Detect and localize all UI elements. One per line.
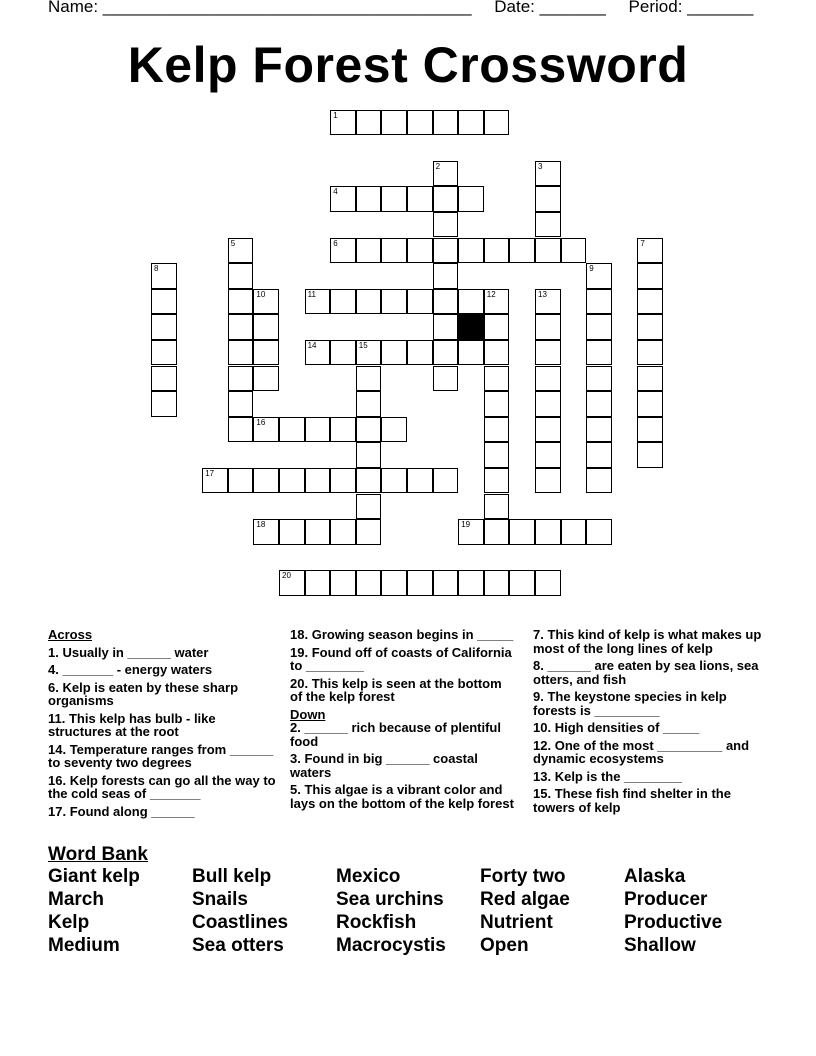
- crossword-cell[interactable]: [535, 186, 561, 212]
- crossword-cell[interactable]: [458, 340, 484, 366]
- crossword-cell[interactable]: [535, 289, 561, 315]
- clue-number: 4: [333, 187, 338, 197]
- crossword-cell[interactable]: [279, 468, 305, 494]
- clue-number: 2: [435, 161, 441, 171]
- crossword-cell[interactable]: [407, 468, 433, 494]
- crossword-cell[interactable]: [407, 110, 433, 136]
- clue-number: 8: [154, 264, 159, 274]
- word-bank-item: Open: [480, 935, 529, 956]
- word-bank-item: Nutrient: [480, 912, 553, 933]
- crossword-cell[interactable]: [381, 468, 407, 494]
- crossword-cell[interactable]: [330, 289, 356, 315]
- crossword-cell[interactable]: [228, 417, 254, 443]
- crossword-cell[interactable]: [535, 468, 561, 494]
- crossword-cell[interactable]: [637, 417, 663, 443]
- word-bank: [48, 866, 768, 957]
- crossword-cell[interactable]: [433, 314, 459, 340]
- crossword-cell[interactable]: [305, 289, 331, 315]
- crossword-cell[interactable]: [356, 519, 382, 545]
- crossword-cell[interactable]: [484, 570, 510, 596]
- crossword-cell[interactable]: [356, 494, 382, 520]
- clue-down: 8. ______ are eaten by sea lions, sea otters, and fish: [533, 658, 759, 687]
- word-bank-item: Kelp: [48, 912, 90, 933]
- crossword-cell[interactable]: [637, 314, 663, 340]
- crossword-cell[interactable]: [151, 340, 177, 366]
- crossword-cell[interactable]: [407, 570, 433, 596]
- clue-across: 11. This kelp has bulb - like structures at the root: [48, 710, 216, 739]
- crossword-cell[interactable]: [407, 289, 433, 315]
- crossword-cell[interactable]: [586, 519, 612, 545]
- crossword-cell[interactable]: [330, 238, 356, 264]
- crossword-cell[interactable]: [330, 340, 356, 366]
- crossword-cell[interactable]: [381, 238, 407, 264]
- crossword-cell[interactable]: [535, 391, 561, 417]
- clue-down: 12. One of the most _________ and dynamic ecosystems: [533, 737, 750, 766]
- crossword-cell[interactable]: [356, 289, 382, 315]
- crossword-cell[interactable]: [484, 110, 510, 136]
- word-bank-item: Macrocystis: [336, 935, 446, 956]
- crossword-cell[interactable]: [433, 161, 459, 187]
- crossword-cell[interactable]: [433, 212, 459, 238]
- crossword-cell[interactable]: [433, 468, 459, 494]
- crossword-cell[interactable]: [151, 314, 177, 340]
- clue-across: 4. _______ - energy waters: [48, 662, 213, 677]
- crossword-cell[interactable]: [484, 417, 510, 443]
- crossword-cell[interactable]: [228, 238, 254, 264]
- crossword-cell[interactable]: [356, 340, 382, 366]
- word-bank-item: Shallow: [624, 935, 696, 956]
- crossword-cell[interactable]: [151, 366, 177, 392]
- crossword-cell[interactable]: [381, 289, 407, 315]
- crossword-cell[interactable]: [535, 212, 561, 238]
- clues-column-2: [290, 628, 515, 814]
- crossword-cell[interactable]: [253, 366, 279, 392]
- crossword-cell[interactable]: [228, 366, 254, 392]
- word-bank-item: Giant kelp: [48, 866, 140, 887]
- crossword-cell[interactable]: [484, 468, 510, 494]
- crossword-cell[interactable]: [433, 340, 459, 366]
- crossword-cell[interactable]: [433, 263, 459, 289]
- crossword-cell[interactable]: [253, 289, 279, 315]
- crossword-cell[interactable]: [381, 110, 407, 136]
- crossword-cell[interactable]: [484, 366, 510, 392]
- clue-across: 6. Kelp is eaten by these sharp organisms: [48, 679, 239, 708]
- crossword-cell[interactable]: [228, 289, 254, 315]
- crossword-cell[interactable]: [561, 238, 587, 264]
- crossword-cell[interactable]: [586, 263, 612, 289]
- name-field[interactable]: Name: _______________________________________: [48, 0, 472, 16]
- clue-number: 18: [256, 520, 266, 530]
- crossword-cell[interactable]: [356, 186, 382, 212]
- crossword-cell[interactable]: [330, 519, 356, 545]
- crossword-cell[interactable]: [637, 289, 663, 315]
- crossword-cell[interactable]: [586, 314, 612, 340]
- clue-number: 5: [230, 238, 236, 248]
- clue-number: 15: [358, 340, 368, 350]
- clue-number: 13: [538, 289, 547, 299]
- crossword-cell[interactable]: [484, 494, 510, 520]
- crossword-cell[interactable]: [228, 468, 254, 494]
- crossword-cell[interactable]: [458, 519, 484, 545]
- crossword-cell[interactable]: [586, 340, 612, 366]
- crossword-cell[interactable]: [356, 468, 382, 494]
- clues-column-3: [533, 628, 763, 818]
- down-heading: Down: [290, 706, 326, 722]
- word-bank-item: Forty two: [480, 866, 566, 887]
- crossword-cell[interactable]: [381, 417, 407, 443]
- clue-down: 13. Kelp is the ________: [533, 768, 682, 784]
- clue-number: 10: [256, 289, 266, 299]
- word-bank-item: Medium: [48, 935, 120, 956]
- crossword-cell[interactable]: [433, 366, 459, 392]
- clue-down: 15. These fish find shelter in the towers of kelp: [533, 786, 731, 815]
- crossword-cell[interactable]: [305, 519, 331, 545]
- crossword-cell[interactable]: [253, 468, 279, 494]
- crossword-cell[interactable]: [381, 570, 407, 596]
- crossword-cell[interactable]: [202, 468, 228, 494]
- clue-down: 3. Found in big ______ coastal waters: [290, 751, 478, 780]
- crossword-cell[interactable]: [535, 340, 561, 366]
- crossword-cell[interactable]: [253, 314, 279, 340]
- clue-number: 14: [307, 340, 317, 350]
- crossword-cell[interactable]: [561, 519, 587, 545]
- clue-number: 17: [205, 468, 215, 478]
- crossword-cell[interactable]: [535, 417, 561, 443]
- crossword-cell[interactable]: [433, 289, 459, 315]
- crossword-cell[interactable]: [356, 570, 382, 596]
- crossword-cell[interactable]: [151, 263, 177, 289]
- crossword-cell[interactable]: [458, 186, 484, 212]
- word-bank-item: Snails: [192, 889, 248, 910]
- crossword-cell[interactable]: [535, 442, 561, 468]
- crossword-cell[interactable]: [253, 417, 279, 443]
- black-square: [458, 314, 484, 340]
- clues-column-1: [48, 628, 278, 822]
- crossword-cell[interactable]: [279, 417, 305, 443]
- crossword-cell[interactable]: [305, 340, 331, 366]
- crossword-cell[interactable]: [253, 340, 279, 366]
- crossword-cell[interactable]: [279, 570, 305, 596]
- crossword-cell[interactable]: [458, 110, 484, 136]
- word-bank-title: Word Bank: [48, 844, 148, 865]
- word-bank-item: Bull kelp: [192, 866, 272, 887]
- crossword-cell[interactable]: [356, 110, 382, 136]
- crossword-cell[interactable]: [151, 289, 177, 315]
- clue-across: 17. Found along ______: [48, 803, 195, 819]
- crossword-cell[interactable]: [535, 570, 561, 596]
- crossword-cell[interactable]: [228, 263, 254, 289]
- crossword-cell[interactable]: [407, 186, 433, 212]
- crossword-cell[interactable]: [535, 519, 561, 545]
- crossword-cell[interactable]: [484, 238, 510, 264]
- crossword-cell[interactable]: [356, 238, 382, 264]
- crossword-cell[interactable]: [381, 186, 407, 212]
- crossword-cell[interactable]: [535, 238, 561, 264]
- crossword-cell[interactable]: [586, 391, 612, 417]
- clue-number: 20: [282, 571, 291, 581]
- crossword-cell[interactable]: [330, 110, 356, 136]
- crossword-cell[interactable]: [509, 570, 535, 596]
- crossword-cell[interactable]: [356, 366, 382, 392]
- crossword-cell[interactable]: [407, 238, 433, 264]
- crossword-cell[interactable]: [535, 161, 561, 187]
- crossword-cell[interactable]: [228, 314, 254, 340]
- crossword-cell[interactable]: [458, 289, 484, 315]
- word-bank-item: Sea urchins: [336, 889, 444, 910]
- clue-number: 12: [486, 289, 496, 299]
- crossword-cell[interactable]: [253, 519, 279, 545]
- crossword-cell[interactable]: [279, 519, 305, 545]
- word-bank-item: March: [48, 889, 104, 910]
- word-bank-item: Producer: [624, 889, 708, 910]
- crossword-cell[interactable]: [637, 238, 663, 264]
- crossword-cell[interactable]: [356, 391, 382, 417]
- crossword-cell[interactable]: [586, 417, 612, 443]
- crossword-cell[interactable]: [484, 340, 510, 366]
- clue-number: 3: [538, 161, 543, 171]
- word-bank-item: Red algae: [480, 889, 570, 910]
- word-bank-item: Rockfish: [336, 912, 417, 933]
- clue-across: 16. Kelp forests can go all the way to the cold seas of _______: [48, 772, 276, 801]
- crossword-cell[interactable]: [433, 570, 459, 596]
- crossword-cell[interactable]: [356, 417, 382, 443]
- crossword-cell[interactable]: [484, 314, 510, 340]
- word-bank-item: Productive: [624, 912, 723, 933]
- word-bank-item: Mexico: [336, 866, 401, 887]
- clue-number: 19: [461, 520, 471, 530]
- crossword-cell[interactable]: [484, 289, 510, 315]
- crossword-cell[interactable]: [586, 442, 612, 468]
- crossword-cell[interactable]: [484, 391, 510, 417]
- crossword-cell[interactable]: [330, 468, 356, 494]
- crossword-cell[interactable]: [305, 417, 331, 443]
- crossword-cell[interactable]: [637, 263, 663, 289]
- clue-down: 9. The keystone species in kelp forests is _________: [533, 689, 727, 718]
- crossword-cell[interactable]: [586, 468, 612, 494]
- crossword-cell[interactable]: [535, 366, 561, 392]
- crossword-cell[interactable]: [433, 110, 459, 136]
- crossword-cell[interactable]: [509, 519, 535, 545]
- clue-across: 1. Usually in ______ water: [48, 644, 209, 660]
- crossword-cell[interactable]: [356, 442, 382, 468]
- clue-down: 7. This kind of kelp is what makes up most of the long lines of kelp: [533, 627, 762, 656]
- clue-number: 6: [333, 238, 338, 248]
- crossword-cell[interactable]: [330, 417, 356, 443]
- crossword-cell[interactable]: [305, 570, 331, 596]
- clue-number: 7: [640, 238, 645, 248]
- word-bank-item: Alaska: [624, 866, 686, 887]
- clue-across: 18. Growing season begins in _____: [290, 627, 514, 642]
- crossword-cell[interactable]: [330, 186, 356, 212]
- crossword-cell[interactable]: [305, 468, 331, 494]
- clue-number: 1: [333, 110, 338, 120]
- clue-number: 9: [589, 264, 594, 274]
- clue-across: 14. Temperature ranges from ______ to seventy two degrees: [48, 741, 274, 770]
- clue-number: 11: [307, 289, 316, 299]
- clue-across: 20. This kelp is seen at the bottom of the kelp forest: [290, 675, 502, 704]
- clue-down: 2. ______ rich because of plentiful food: [290, 720, 501, 749]
- crossword-cell[interactable]: [484, 442, 510, 468]
- page-title: Kelp Forest Crossword: [127, 37, 689, 93]
- crossword-cell[interactable]: [458, 570, 484, 596]
- crossword-cell[interactable]: [433, 186, 459, 212]
- crossword-cell[interactable]: [407, 340, 433, 366]
- crossword-cell[interactable]: [509, 238, 535, 264]
- crossword-cell[interactable]: [637, 391, 663, 417]
- clue-down: 5. This algae is a vibrant color and lays on the bottom of the kelp forest: [290, 782, 514, 811]
- crossword-cell[interactable]: [151, 391, 177, 417]
- crossword-cell[interactable]: [637, 442, 663, 468]
- crossword-cell[interactable]: [535, 314, 561, 340]
- crossword-cell[interactable]: [586, 289, 612, 315]
- crossword-cell[interactable]: [228, 391, 254, 417]
- period-field[interactable]: Period: _______: [628, 0, 754, 16]
- crossword-cell[interactable]: [228, 340, 254, 366]
- crossword-cell[interactable]: [433, 238, 459, 264]
- crossword-cell[interactable]: [637, 366, 663, 392]
- crossword-cell[interactable]: [484, 519, 510, 545]
- across-heading: Across: [48, 627, 93, 642]
- date-field[interactable]: Date: _______: [494, 0, 606, 16]
- crossword-cell[interactable]: [458, 238, 484, 264]
- crossword-cell[interactable]: [637, 340, 663, 366]
- crossword-cell[interactable]: [381, 340, 407, 366]
- word-bank-item: Coastlines: [192, 912, 289, 933]
- crossword-cell[interactable]: [330, 570, 356, 596]
- clue-down: 10. High densities of _____: [533, 720, 700, 735]
- crossword-cell[interactable]: [586, 366, 612, 392]
- word-bank-item: Sea otters: [192, 935, 284, 956]
- clue-across: 19. Found off of coasts of California to ________: [290, 644, 512, 673]
- clue-number: 16: [256, 417, 266, 427]
